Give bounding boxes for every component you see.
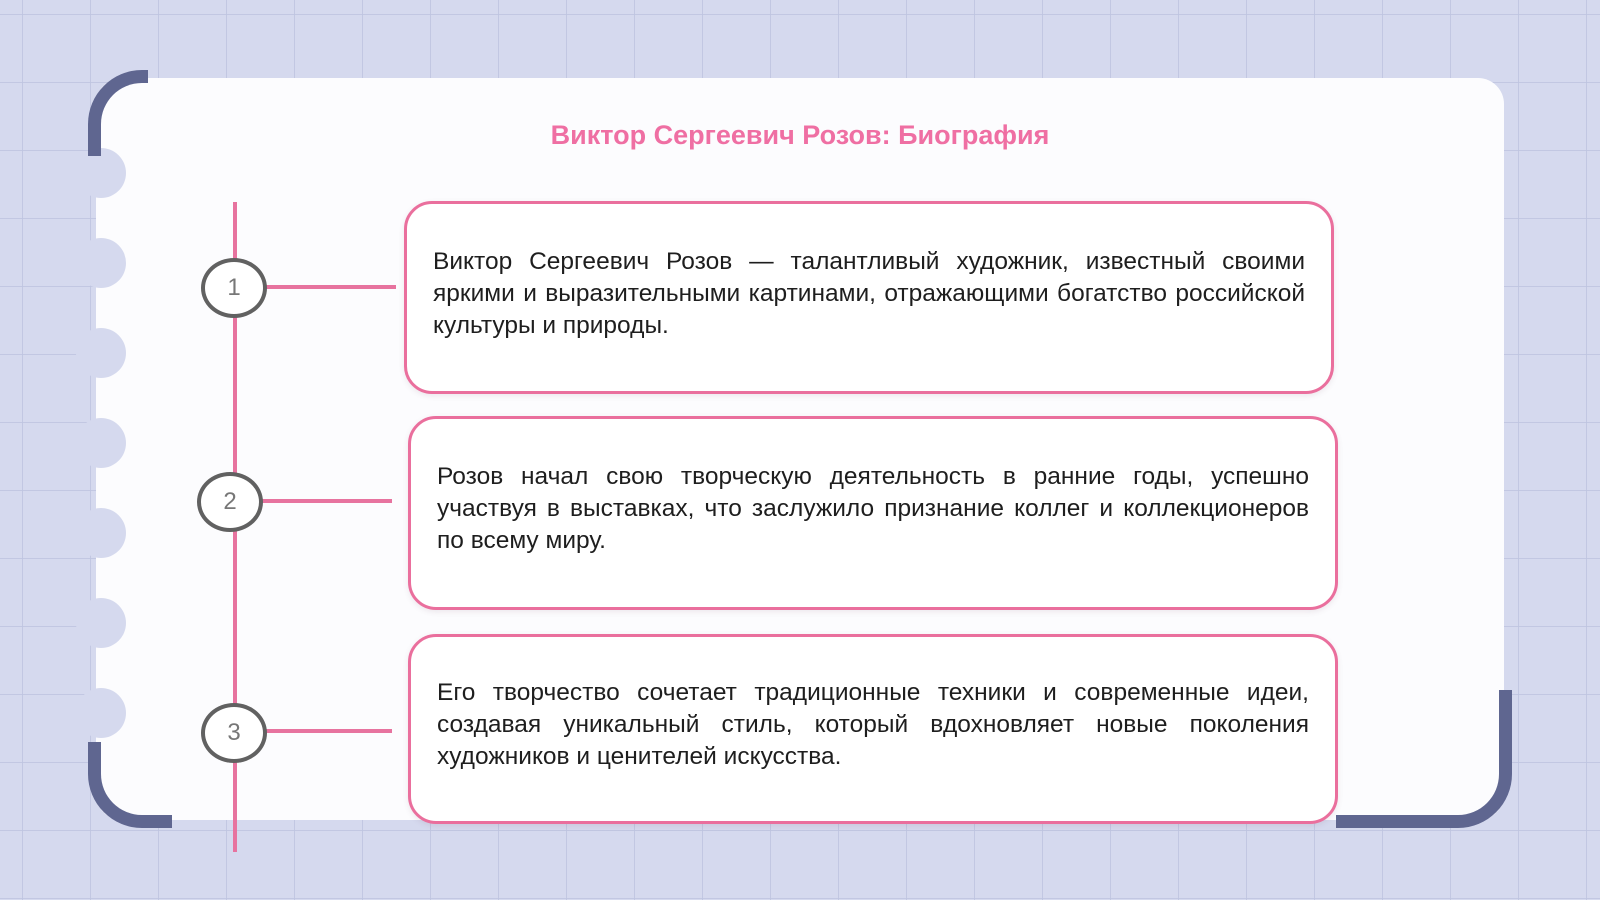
notebook-notch xyxy=(76,598,126,648)
step-2-number: 2 xyxy=(197,472,263,532)
notebook-notch xyxy=(76,238,126,288)
step-3-number: 3 xyxy=(201,703,267,763)
step-2-connector xyxy=(262,499,392,503)
frame-corner-bottom-right xyxy=(1336,690,1512,828)
notebook-notch xyxy=(76,328,126,378)
slide-title: Виктор Сергеевич Розов: Биография xyxy=(550,120,1050,150)
step-1-text: Виктор Сергеевич Розов — талантливый художник, известный своими яркими и выразительными картинами, отражающими богатство российской культуры и природы. xyxy=(433,247,1305,339)
step-2-text: Розов начал свою творческую деятельность в ранние годы, успешно участвуя в выставках, что заслужило признание коллег и коллекционеров по всему миру. xyxy=(437,463,1309,554)
step-3-box xyxy=(408,634,1338,824)
step-2-box xyxy=(408,416,1338,610)
frame-corner-bottom-left xyxy=(88,742,172,828)
step-1-number: 1 xyxy=(201,258,267,318)
step-1-box xyxy=(404,201,1334,394)
notebook-notch xyxy=(76,688,126,738)
notebook-notch xyxy=(76,418,126,468)
step-1-connector xyxy=(266,285,396,289)
step-3-connector xyxy=(266,729,392,733)
step-3-text: Его творчество сочетает традиционные техники и современные идеи, создавая уникальный стиль, который вдохновляет новые поколения художников и ценителей искусства. xyxy=(437,679,1309,770)
notebook-notch xyxy=(76,508,126,558)
